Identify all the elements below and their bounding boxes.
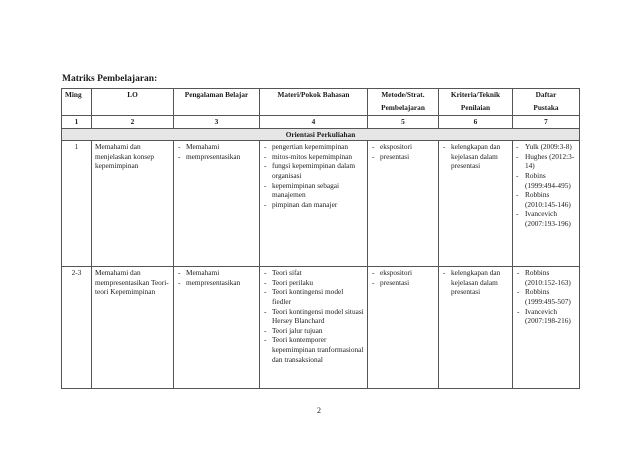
list-item: - Hughes (2012:3-14) [516, 152, 576, 171]
table-row [62, 267, 580, 389]
list-item: - mempresentasikan [177, 278, 256, 288]
column-number: 7 [513, 116, 580, 129]
column-number: 5 [368, 116, 439, 129]
header-metode-line1: Metode/Strat. [381, 90, 425, 99]
header-pustaka [513, 89, 580, 116]
column-number: 2 [92, 116, 174, 129]
header-lo: LO [92, 89, 174, 116]
list-item: - Ivancevich (2007:198-216) [516, 307, 576, 326]
list-item: - presentasi [371, 278, 435, 288]
cell-pengalaman [174, 141, 260, 267]
list-item: - Memahami [177, 142, 256, 152]
table-row [62, 141, 580, 267]
list-item: - ekspositori [371, 268, 435, 278]
list-item: - Robbins (2010:145-146) [516, 190, 576, 209]
header-row [62, 89, 580, 116]
header-kriteria [439, 89, 513, 116]
section-row [62, 128, 580, 141]
list-item: - Teori jalur tujuan [263, 326, 364, 336]
cell-lo: Memahami dan menjelaskan konsep kepemimpinan [92, 141, 174, 267]
cell-pustaka [513, 141, 580, 267]
header-ming: Ming [62, 89, 92, 116]
list-item: - pengertian kepemimpinan [263, 142, 364, 152]
list-item: - Robins (1999:494-495) [516, 171, 576, 190]
list-item: - fungsi kepemimpinan dalam organisasi [263, 161, 364, 180]
cell-ming: 1 [62, 141, 92, 267]
column-number: 1 [62, 116, 92, 129]
header-pustaka-line2: Pustaka [533, 102, 559, 112]
page-number: 2 [317, 406, 321, 415]
cell-metode [368, 267, 439, 389]
list-item: - ekspositori [371, 142, 435, 152]
header-kriteria-line2: Penilaian [460, 102, 491, 112]
list-item: - Memahami [177, 268, 256, 278]
list-item: - kelengkapan dan kejelasan dalam presentasi [442, 142, 509, 171]
list-item: - Teori perilaku [263, 278, 364, 288]
header-metode-line2: Pembelajaran [381, 102, 425, 112]
list-item: - Teori kontemporer kepemimpinan tranformasional dan transaksional [263, 335, 364, 364]
list-item: - Teori kontingensi model situasi Hersey Blanchard [263, 307, 364, 326]
list-item: - mitos-mitos kepemimpinan [263, 152, 364, 162]
list-item: - mempresentasikan [177, 152, 256, 162]
list-item: - Yulk (2009:3-8) [516, 142, 576, 152]
list-item: - pimpinan dan manajer [263, 200, 364, 210]
list-item: - kelengkapan dan kejelasan dalam presentasi [442, 268, 509, 297]
column-number-row [62, 116, 580, 129]
header-materi: Materi/Pokok Bahasan [260, 89, 368, 116]
list-item: - Teori kontingensi model fiedler [263, 287, 364, 306]
header-pustaka-line1: Daftar [535, 90, 557, 99]
header-pengalaman: Pengalaman Belajar [174, 89, 260, 116]
cell-metode [368, 141, 439, 267]
list-item: - Teori sifat [263, 268, 364, 278]
cell-pengalaman [174, 267, 260, 389]
column-number: 3 [174, 116, 260, 129]
section-title: Orientasi Perkuliahan [62, 128, 580, 141]
cell-kriteria [439, 267, 513, 389]
list-item: - Robbins (2010:152-163) [516, 268, 576, 287]
matrix-title: Matriks Pembelajaran: [62, 74, 158, 84]
column-number: 6 [439, 116, 513, 129]
list-item: - Ivancevich (2007:193-196) [516, 209, 576, 228]
cell-pustaka [513, 267, 580, 389]
cell-materi [260, 141, 368, 267]
header-kriteria-line1: Kriteria/Teknik [450, 90, 501, 99]
cell-ming: 2-3 [62, 267, 92, 389]
cell-lo: Memahami dan mempresentasikan Teori-teori Kepemimpinan [92, 267, 174, 389]
list-item: - kepemimpinan sebagai manajemen [263, 181, 364, 200]
learning-matrix-table [61, 88, 580, 389]
list-item: - Robbins (1999:495-507) [516, 287, 576, 306]
list-item: - presentasi [371, 152, 435, 162]
cell-materi [260, 267, 368, 389]
cell-kriteria [439, 141, 513, 267]
column-number: 4 [260, 116, 368, 129]
header-metode [368, 89, 439, 116]
